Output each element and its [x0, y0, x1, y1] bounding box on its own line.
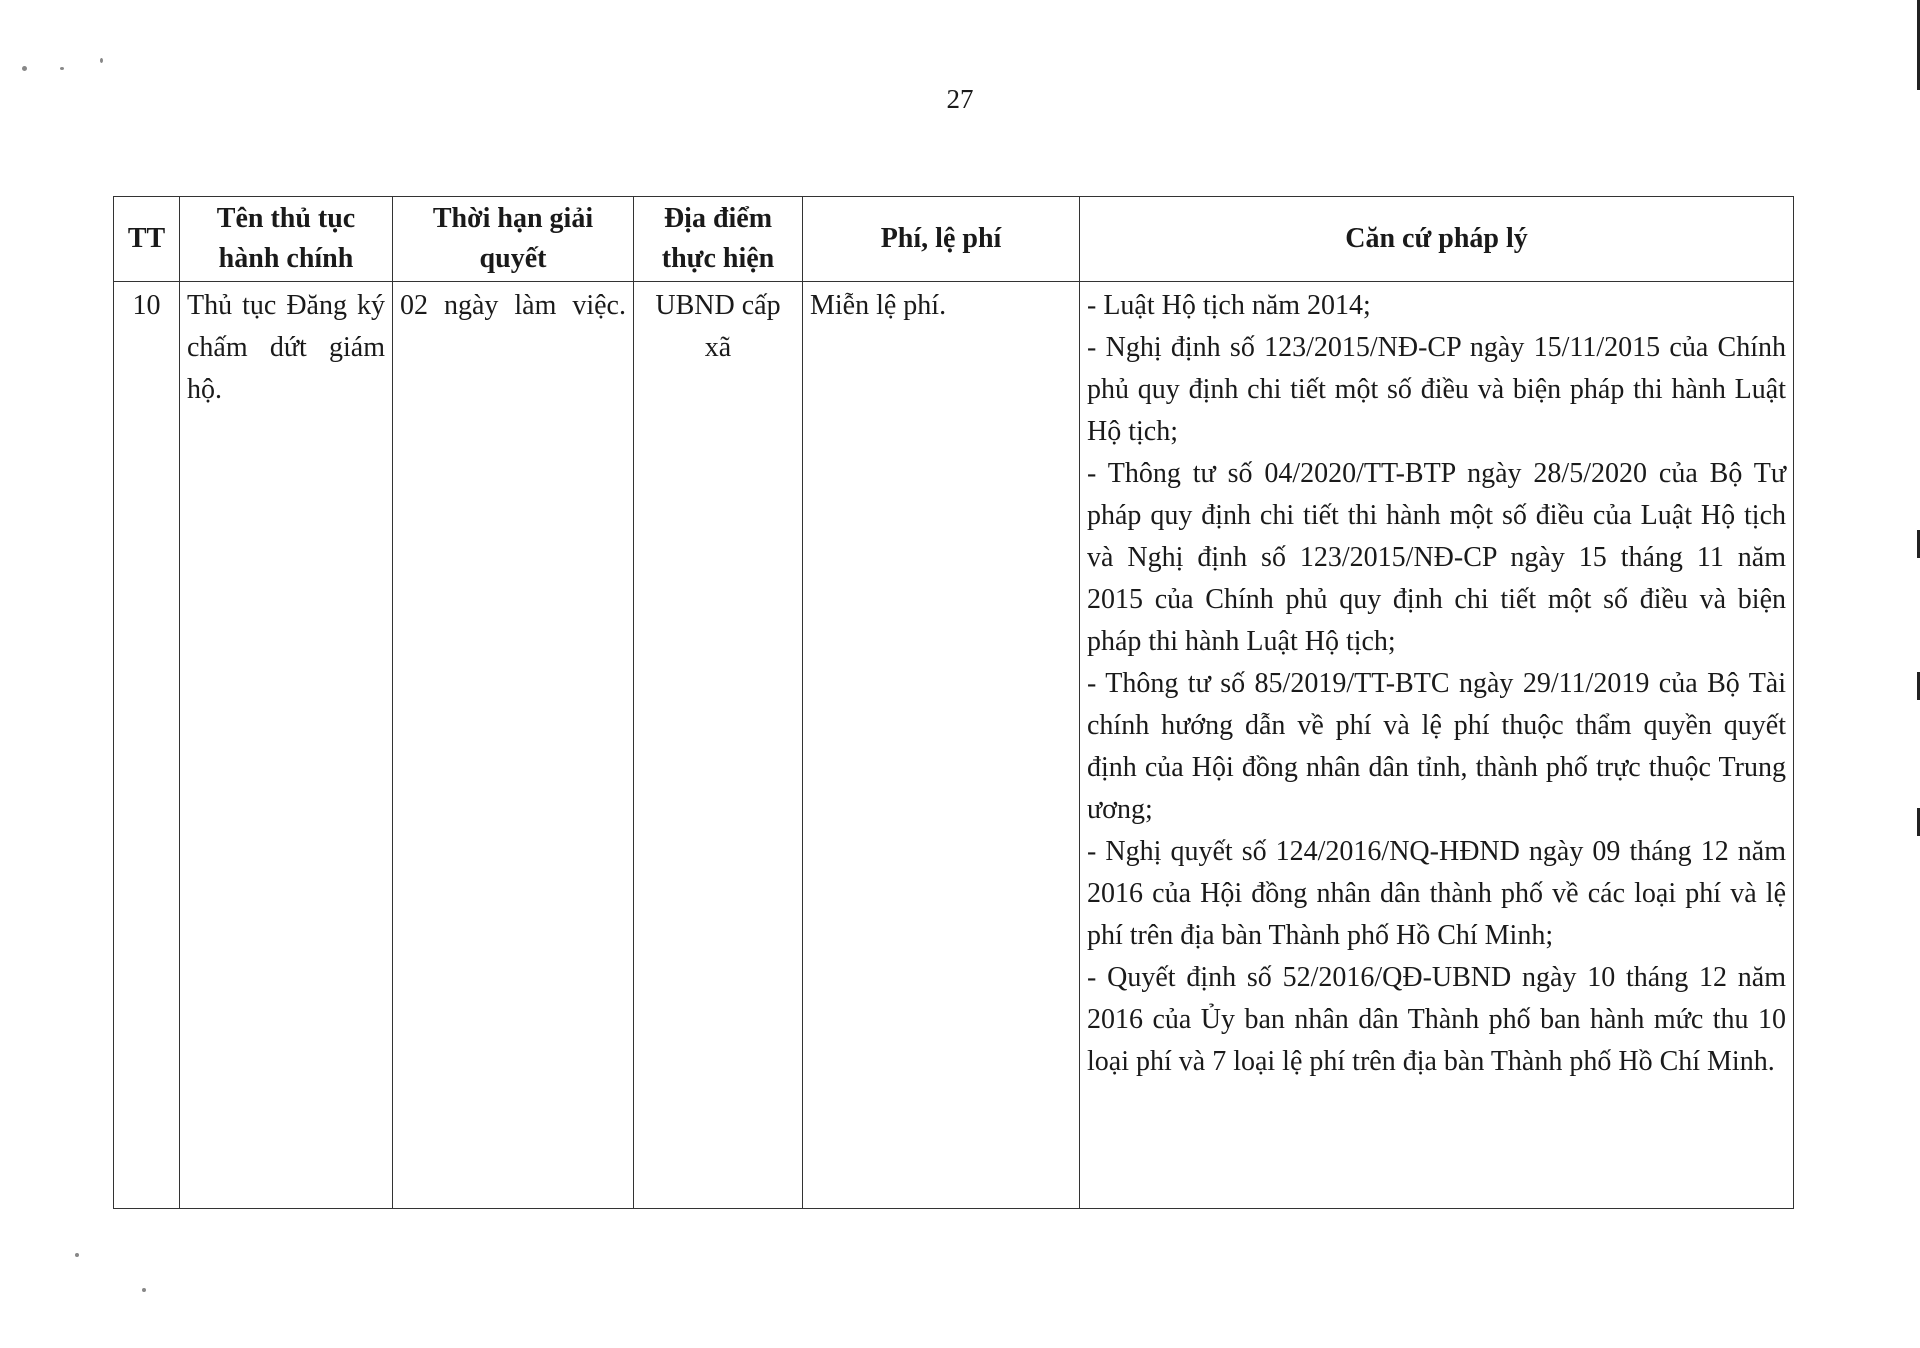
procedures-table — [113, 196, 1794, 1209]
header-location: Địa điểm thực hiện — [634, 197, 803, 282]
cell-location: UBND cấp xã — [634, 282, 803, 1209]
legal-basis-item: - Thông tư số 85/2019/TT-BTC ngày 29/11/2019 của Bộ Tài chính hướng dẫn về phí và lệ phí thuộc thẩm quyền quyết định của Hội đồng nhân dân tỉnh, thành phố trực thuộc Trung ương; — [1087, 668, 1786, 825]
table-header-row — [114, 197, 1794, 282]
legal-basis-item: - Thông tư số 04/2020/TT-BTP ngày 28/5/2020 của Bộ Tư pháp quy định chi tiết thi hành một số điều của Luật Hộ tịch và Nghị định số 123/2015/NĐ-CP ngày 15 tháng 11 năm 2015 của Chính phủ quy định chi tiết một số điều và biện pháp thi hành Luật Hộ tịch; — [1087, 458, 1786, 657]
legal-basis-item: - Nghị định số 123/2015/NĐ-CP ngày 15/11/2015 của Chính phủ quy định chi tiết một số điều và biện pháp thi hành Luật Hộ tịch; — [1087, 332, 1786, 447]
cell-procedure-name: Thủ tục Đăng ký chấm dứt giám hộ. — [180, 282, 393, 1209]
scan-speck — [75, 1253, 79, 1257]
cell-tt: 10 — [114, 282, 180, 1209]
header-deadline: Thời hạn giải quyết — [393, 197, 634, 282]
cell-deadline: 02 ngày làm việc. — [393, 282, 634, 1209]
cell-fee: Miễn lệ phí. — [803, 282, 1080, 1209]
header-legal-basis: Căn cứ pháp lý — [1080, 197, 1794, 282]
legal-basis-item: - Quyết định số 52/2016/QĐ-UBND ngày 10 tháng 12 năm 2016 của Ủy ban nhân dân Thành phố ban hành mức thu 10 loại phí và 7 loại lệ phí trên địa bàn Thành phố Hồ Chí Minh. — [1087, 962, 1786, 1077]
table-row — [114, 282, 1794, 1209]
scan-speck — [22, 66, 27, 71]
scan-speck — [142, 1288, 146, 1292]
scan-speck — [60, 67, 64, 70]
header-procedure-name: Tên thủ tục hành chính — [180, 197, 393, 282]
page-number: 27 — [946, 84, 974, 114]
legal-basis-item: - Luật Hộ tịch năm 2014; — [1087, 290, 1371, 321]
scan-speck — [100, 58, 103, 63]
header-tt: TT — [114, 197, 180, 282]
cell-legal-basis — [1080, 282, 1794, 1209]
header-fee: Phí, lệ phí — [803, 197, 1080, 282]
legal-basis-item: - Nghị quyết số 124/2016/NQ-HĐND ngày 09 tháng 12 năm 2016 của Hội đồng nhân dân thành phố về các loại phí và lệ phí trên địa bàn Thành phố Hồ Chí Minh; — [1087, 836, 1786, 951]
